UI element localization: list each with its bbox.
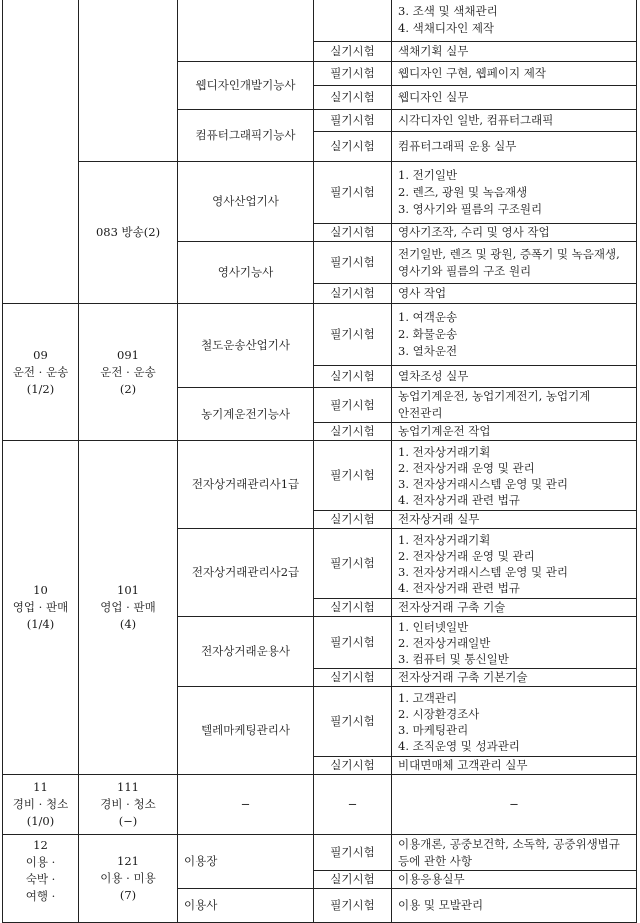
subject-line: 3. 마케팅관리 <box>398 722 469 737</box>
category-name: 이용 · <box>25 855 56 869</box>
exam-type-cell: 필기시험 <box>314 441 392 511</box>
qualification-table <box>2 0 637 923</box>
exam-type-cell: 필기시험 <box>314 687 392 757</box>
exam-type-cell: 실기시험 <box>314 224 392 242</box>
exam-subject-cell: 시각디자인 일반, 컴퓨터그래픽 <box>392 110 637 132</box>
exam-subject-cell <box>392 529 637 599</box>
exam-type-cell <box>314 0 392 42</box>
exam-subject-cell: − <box>392 775 637 835</box>
subject-line: 4. 조직운영 및 성과관리 <box>398 738 520 753</box>
qualification-name-cell: 컴퓨터그래픽기능사 <box>178 110 314 162</box>
subject-line: 3. 영사기와 필름의 구조원리 <box>398 202 543 216</box>
category-code: 101 <box>117 583 139 597</box>
subject-line: 3. 조색 및 색채관리 <box>398 3 498 18</box>
exam-subject-cell: 영사기조작, 수리 및 영사 작업 <box>392 224 637 242</box>
category-code: 10 <box>33 583 48 597</box>
qualification-name-cell: 전자상거래운용사 <box>178 617 314 687</box>
exam-subject-cell: 색채기획 실무 <box>392 42 637 62</box>
subject-line: 1. 전자상거래기획 <box>398 444 491 459</box>
category-name: 경비 · 청소 <box>100 797 156 811</box>
subject-line: 1. 여객운송 <box>398 310 458 324</box>
subject-line: 1. 전자상거래기획 <box>398 532 491 547</box>
exam-subject-cell: 비대면매체 고객관리 실무 <box>392 757 637 775</box>
exam-subject-cell <box>392 617 637 669</box>
subject-line: 4. 색채디자인 제작 <box>398 20 495 35</box>
table-row <box>3 304 637 366</box>
exam-subject-cell: 전기일반, 렌즈 및 광원, 증폭기 및 녹음재생, 영사기와 필름의 구조 원리 <box>392 242 637 284</box>
exam-type-cell: 필기시험 <box>314 242 392 284</box>
category-name: 영업 · 판매 <box>100 600 156 614</box>
exam-subject-cell: 전자상거래 구축 기본기술 <box>392 669 637 687</box>
category-name: 운전 · 운송 <box>100 364 156 379</box>
subject-line: 2. 전자상거래 운영 및 관리 <box>398 460 535 475</box>
major-category-cell <box>3 304 79 441</box>
qualification-name-cell: 전자상거래관리사1급 <box>178 441 314 529</box>
category-code: 111 <box>117 780 139 794</box>
exam-type-cell: 실기시험 <box>314 871 392 889</box>
category-name: 숙박 · <box>25 872 56 886</box>
subject-line: 3. 전자상거래시스템 운영 및 관리 <box>398 564 569 579</box>
subject-line: 2. 전자상거래일반 <box>398 635 491 650</box>
subject-line: 4. 전자상거래 관련 법규 <box>398 580 520 595</box>
subject-line: 1. 인터넷일반 <box>398 619 469 634</box>
qualification-name-cell: 철도운송산업기사 <box>178 304 314 388</box>
exam-type-cell: 필기시험 <box>314 529 392 599</box>
category-count: (2) <box>119 381 137 396</box>
category-code: 09 <box>33 347 48 362</box>
exam-type-cell: 필기시험 <box>314 617 392 669</box>
exam-subject-cell <box>392 0 637 42</box>
subject-line: 2. 시장환경조사 <box>398 706 480 721</box>
qualification-name-cell: 이용장 <box>178 835 314 889</box>
category-count: (1/4) <box>26 617 55 631</box>
table-row <box>3 835 637 871</box>
mid-category-cell <box>79 0 178 162</box>
qualification-name-cell <box>178 0 314 62</box>
exam-subject-cell <box>392 441 637 511</box>
mid-category-cell <box>79 775 178 835</box>
exam-subject-cell <box>392 304 637 366</box>
subject-line: 3. 컴퓨터 및 통신일반 <box>398 651 509 666</box>
exam-type-cell: 필기시험 <box>314 110 392 132</box>
category-name: 경비 · 청소 <box>12 797 69 811</box>
mid-category-cell: 083 방송(2) <box>79 162 178 304</box>
subject-line: 4. 전자상거래 관련 법규 <box>398 492 520 507</box>
exam-type-cell: 실기시험 <box>314 42 392 62</box>
category-name: 운전 · 운송 <box>12 364 69 379</box>
category-count: (7) <box>119 888 137 902</box>
major-category-cell <box>3 0 79 304</box>
exam-subject-cell: 전자상거래 실무 <box>392 511 637 529</box>
qualification-name-cell: 이용사 <box>178 889 314 923</box>
mid-category-cell <box>79 835 178 923</box>
table-row <box>3 441 637 511</box>
exam-subject-cell: 전자상거래 구축 기술 <box>392 599 637 617</box>
major-category-cell <box>3 441 79 775</box>
exam-type-cell: 실기시험 <box>314 132 392 162</box>
category-count: (−) <box>118 814 138 828</box>
category-code: 121 <box>117 854 139 868</box>
exam-type-cell: − <box>314 775 392 835</box>
exam-subject-cell: 웹디자인 구현, 웹페이지 제작 <box>392 62 637 86</box>
exam-subject-cell: 이용 및 모발관리 <box>392 889 637 923</box>
mid-category-cell <box>79 441 178 775</box>
qualification-name-cell: 영사기능사 <box>178 242 314 304</box>
mid-category-cell <box>79 304 178 441</box>
subject-line: 3. 전자상거래시스템 운영 및 관리 <box>398 476 569 491</box>
qualification-name-cell: 전자상거래관리사2급 <box>178 529 314 617</box>
exam-type-cell: 필기시험 <box>314 304 392 366</box>
major-category-cell <box>3 775 79 835</box>
category-count: (4) <box>119 617 137 631</box>
qualification-name-cell: 텔레마케팅관리사 <box>178 687 314 775</box>
exam-type-cell: 실기시험 <box>314 86 392 110</box>
subject-line: 1. 전기일반 <box>398 168 458 182</box>
exam-subject-cell: 영사 작업 <box>392 284 637 304</box>
subject-line: 1. 고객관리 <box>398 690 458 705</box>
subject-line: 2. 렌즈, 광원 및 녹음재생 <box>398 185 528 199</box>
exam-type-cell: 실기시험 <box>314 366 392 388</box>
exam-type-cell: 필기시험 <box>314 889 392 923</box>
qualification-name-cell: − <box>178 775 314 835</box>
qualification-name-cell: 웹디자인개발기능사 <box>178 62 314 110</box>
subject-line: 2. 전자상거래 운영 및 관리 <box>398 548 535 563</box>
exam-type-cell: 필기시험 <box>314 162 392 224</box>
table-row <box>3 162 637 224</box>
exam-type-cell: 실기시험 <box>314 511 392 529</box>
category-code: 091 <box>117 347 139 362</box>
qualification-name-cell: 농기계운전기능사 <box>178 388 314 441</box>
exam-type-cell: 필기시험 <box>314 835 392 871</box>
exam-type-cell: 실기시험 <box>314 599 392 617</box>
exam-type-cell: 실기시험 <box>314 284 392 304</box>
subject-line: 3. 열차운전 <box>398 344 458 358</box>
exam-subject-cell <box>392 687 637 757</box>
exam-subject-cell: 컴퓨터그래픽 운용 실무 <box>392 132 637 162</box>
exam-subject-cell: 열차조성 실무 <box>392 366 637 388</box>
category-count: (1/0) <box>26 814 55 828</box>
category-code: 11 <box>33 780 48 794</box>
exam-subject-cell <box>392 162 637 224</box>
exam-subject-cell: 웹디자인 실무 <box>392 86 637 110</box>
exam-type-cell: 필기시험 <box>314 388 392 423</box>
category-code: 12 <box>33 838 48 852</box>
table-row <box>3 775 637 835</box>
exam-type-cell: 실기시험 <box>314 423 392 441</box>
qualification-name-cell: 영사산업기사 <box>178 162 314 242</box>
exam-subject-cell: 농업기계운전, 농업기계전기, 농업기계 안전관리 <box>392 388 637 423</box>
exam-subject-cell: 이용응용실무 <box>392 871 637 889</box>
table-row <box>3 0 637 42</box>
category-name: 이용 · 미용 <box>100 871 156 885</box>
exam-type-cell: 실기시험 <box>314 757 392 775</box>
category-count: (1/2) <box>26 381 55 396</box>
exam-type-cell: 실기시험 <box>314 669 392 687</box>
category-name: 영업 · 판매 <box>12 600 69 614</box>
exam-type-cell: 필기시험 <box>314 62 392 86</box>
subject-line: 2. 화물운송 <box>398 327 458 341</box>
exam-subject-cell: 이용개론, 공중보건학, 소독학, 공중위생법규 등에 관한 사항 <box>392 835 637 871</box>
exam-subject-cell: 농업기계운전 작업 <box>392 423 637 441</box>
category-name: 여행 · <box>25 889 56 903</box>
major-category-cell <box>3 835 79 923</box>
